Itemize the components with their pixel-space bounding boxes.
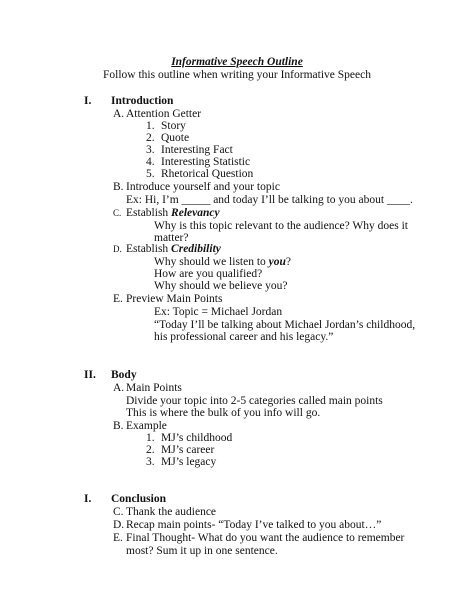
outline-item-marker: D. [113, 519, 125, 531]
outline-item-marker: B. [113, 181, 124, 193]
outline-note-main-points-1: Divide your topic into 2-5 categories called main points [126, 395, 383, 407]
outline-item-preview-main-points: Preview Main Points [126, 293, 223, 305]
subitem-mj-childhood: MJ’s childhood [161, 432, 233, 444]
subitem-marker: 3. [146, 144, 155, 156]
outline-item-introduce-yourself: Introduce yourself and your topic [126, 181, 280, 193]
section-title-conclusion: Conclusion [111, 493, 166, 505]
outline-item-recap-main-points: Recap main points- “Today I’ve talked to you about…” [126, 519, 382, 531]
subitem-marker: 2. [146, 132, 155, 144]
outline-item-example: Example [126, 420, 167, 432]
outline-note-preview-1: Ex: Topic = Michael Jordan [154, 306, 283, 318]
outline-item-marker: A. [113, 382, 125, 394]
subitem-marker: 1. [146, 432, 155, 444]
section-numeral-body: II. [84, 369, 96, 381]
outline-item-marker [113, 243, 122, 256]
outline-item-marker-small: C. [113, 208, 122, 218]
section-title-body: Body [111, 369, 137, 381]
outline-item-marker: C. [113, 506, 124, 518]
section-numeral-conclusion: I. [84, 493, 92, 505]
subitem-marker: 1. [146, 120, 155, 132]
outline-note-relevancy-1: Why is this topic relevant to the audience? Why does it [154, 220, 408, 232]
outline-item-marker-small: D. [113, 244, 122, 254]
note-prefix: Why should we listen to [154, 256, 269, 268]
outline-item-thank-audience: Thank the audience [126, 506, 217, 518]
outline-item-prefix: Establish [126, 243, 172, 255]
subitem-marker: 5. [146, 168, 155, 180]
outline-note-preview-3: his professional career and his legacy.” [154, 331, 334, 343]
outline-note-credibility-3: Why should we believe you? [154, 280, 288, 292]
outline-item-marker: B. [113, 420, 124, 432]
outline-item-final-thought: Final Thought- What do you want the audience to remember [126, 532, 405, 544]
subitem-interesting-fact: Interesting Fact [161, 144, 233, 156]
outline-note-preview-2: “Today I’ll be talking about Michael Jordan’s childhood, [154, 319, 416, 331]
outline-item-establish-credibility [126, 243, 221, 256]
outline-item-main-points: Main Points [126, 382, 182, 394]
document-subtitle: Follow this outline when writing your Informative Speech [103, 69, 371, 81]
subitem-marker: 3. [146, 456, 155, 468]
subitem-marker: 2. [146, 444, 155, 456]
outline-note-final-thought: most? Sum it up in one sentence. [126, 545, 278, 557]
outline-item-attention-getter: Attention Getter [126, 108, 202, 120]
outline-item-prefix: Establish [126, 207, 172, 219]
note-emphasis: you [268, 256, 286, 268]
section-title-introduction: Introduction [111, 95, 174, 107]
outline-item-marker [113, 207, 121, 220]
subitem-mj-legacy: MJ’s legacy [161, 456, 217, 468]
outline-item-marker: E. [113, 293, 123, 305]
outline-item-emphasis: Credibility [171, 243, 221, 255]
subitem-mj-career: MJ’s career [161, 444, 215, 456]
outline-note-example-intro: Ex: Hi, I’m _____ and today I’ll be talking to you about ____. [126, 194, 413, 206]
note-suffix: ? [285, 256, 292, 268]
subitem-interesting-statistic: Interesting Statistic [161, 156, 251, 168]
outline-item-marker: E. [113, 532, 123, 544]
subitem-marker: 4. [146, 156, 155, 168]
subitem-rhetorical-question: Rhetorical Question [161, 168, 254, 180]
document-title: Informative Speech Outline [171, 56, 303, 68]
outline-note-relevancy-2: matter? [154, 232, 189, 244]
section-numeral-introduction: I. [84, 95, 92, 107]
outline-note-credibility-2: How are you qualified? [154, 268, 263, 280]
outline-note-main-points-2: This is where the bulk of you info will go. [126, 407, 321, 419]
outline-item-emphasis: Relevancy [171, 207, 220, 219]
outline-item-establish-relevancy [126, 207, 220, 220]
outline-item-marker: A. [113, 108, 125, 120]
subitem-quote: Quote [161, 132, 190, 144]
subitem-story: Story [161, 120, 186, 132]
